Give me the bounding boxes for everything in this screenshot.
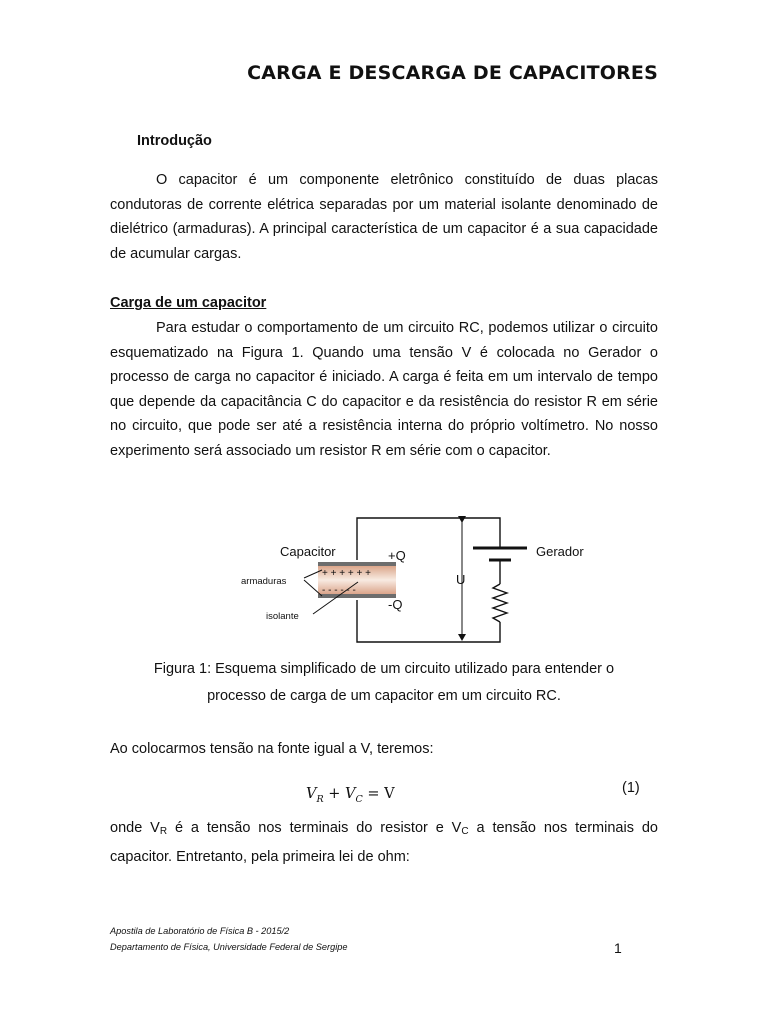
- eq-v-r: V: [306, 786, 317, 802]
- intro-heading: Introdução: [137, 133, 212, 149]
- label-minus-q: -Q: [388, 597, 403, 612]
- eq-sub-c: C: [355, 793, 363, 805]
- eq-plus: +: [323, 786, 346, 802]
- eq-sub-r: R: [316, 793, 324, 805]
- circuit-diagram: [238, 512, 608, 652]
- ao-colocarmos-text: Ao colocarmos tensão na fonte igual a V, teremos:: [110, 741, 434, 757]
- onde-sub-c: C: [461, 826, 469, 837]
- intro-text: O capacitor é um componente eletrônico constituído de duas placas condutoras de corrente elétrica separadas por um material isolante denominado de dielétrico (armaduras). A principal característica de um capacitor é a sua capacidade de acumular cargas.: [110, 172, 658, 262]
- carga-text: Para estudar o comportamento de um circuito RC, podemos utilizar o circuito esquematizado na Figura 1. Quando uma tensão V é colocada no Gerador o processo de carga no capacitor é iniciado. A carga é feita em um intervalo de tempo que depende da capacitância C do capacitor e da resistência do resistor R em série no circuito, que pode ser até a resistência interna do próprio voltímetro. No nosso experimento será associado um resistor R em série com o capacitor.: [110, 320, 658, 459]
- label-capacitor: Capacitor: [280, 544, 336, 559]
- carga-heading: Carga de um capacitor: [110, 295, 267, 311]
- onde-sub-r: R: [159, 826, 168, 837]
- minus-signs: - - - - - -: [322, 585, 356, 596]
- figure-caption: [110, 656, 658, 710]
- wire-top: [357, 518, 500, 560]
- label-u: U: [456, 572, 466, 587]
- caption-line-1: Figura 1: Esquema simplificado de um circuito utilizado para entender o: [153, 661, 615, 677]
- carga-paragraph: [110, 316, 658, 464]
- footer-line-1: Apostila de Laboratório de Física B - 2015/2: [110, 926, 290, 936]
- onde-text-3: a tensão nos terminais do capacitor. Entretanto, pela primeira lei de ohm:: [110, 820, 658, 865]
- eq-v-c: V: [345, 786, 356, 802]
- page-title: CARGA E DESCARGA DE CAPACITORES: [247, 62, 658, 84]
- eq-rhs: = V: [362, 786, 395, 802]
- label-isolante: isolante: [266, 611, 299, 622]
- resistor-symbol: [493, 584, 507, 622]
- label-plus-q: +Q: [388, 548, 406, 563]
- equation-number: (1): [622, 780, 640, 796]
- wire-bottom: [357, 600, 500, 642]
- onde-paragraph: [110, 816, 658, 869]
- equation-1: [306, 786, 395, 805]
- onde-text-2: é a tensão nos terminais do resistor e V: [167, 820, 462, 836]
- footer-line-2: Departamento de Física, Universidade Federal de Sergipe: [110, 942, 348, 952]
- label-gerador: Gerador: [536, 544, 584, 559]
- label-armaduras: armaduras: [241, 576, 287, 587]
- intro-paragraph: [110, 168, 658, 266]
- plus-signs: + + + + + +: [322, 568, 371, 579]
- figure-rc-circuit: [238, 512, 608, 652]
- capacitor-top-plate: [318, 562, 396, 566]
- page-number: 1: [614, 940, 622, 956]
- caption-line-2: processo de carga de um capacitor em um circuito RC.: [207, 688, 561, 704]
- onde-text-1: onde V: [110, 820, 160, 836]
